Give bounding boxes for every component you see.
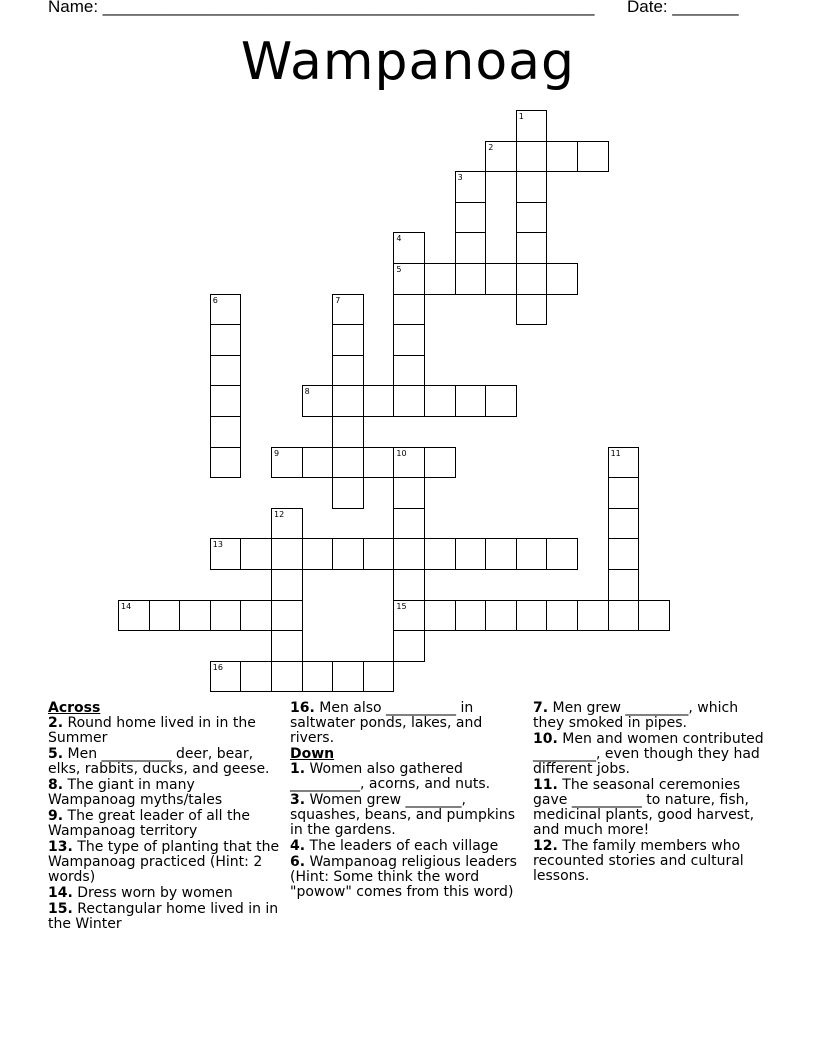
crossword-cell[interactable] [393,447,425,479]
crossword-cell[interactable] [179,600,211,632]
crossword-cell[interactable] [363,538,395,570]
crossword-cell[interactable] [332,324,364,356]
crossword-cell[interactable] [363,447,395,479]
crossword-cell[interactable] [577,141,609,173]
crossword-cell[interactable] [271,630,303,662]
clue-number: 14 [121,601,132,611]
clues-column-3 [533,701,765,885]
clue-item-text: The great leader of all the Wampanoag territory [48,808,250,839]
crossword-cell[interactable] [210,416,242,448]
clue-number: 10 [396,448,407,458]
crossword-cell[interactable] [516,538,548,570]
clue-item [290,793,522,838]
clue-item [290,701,522,746]
crossword-cell[interactable] [271,661,303,693]
crossword-cell[interactable] [393,630,425,662]
clue-item-number: 15. [48,901,73,917]
crossword-cell[interactable] [516,232,548,264]
crossword-cell[interactable] [210,447,242,479]
crossword-cell[interactable] [546,600,578,632]
clue-item-text: The giant in many Wampanoag myths/tales [48,777,223,808]
clue-item [533,701,765,731]
crossword-cell[interactable] [393,324,425,356]
clue-number: 1 [518,112,524,121]
crossword-cell[interactable] [302,385,334,417]
clue-item [48,716,280,746]
clue-item-text: The leaders of each village [305,838,499,854]
clue-item-text: The family members who recounted stories and cultural lessons. [533,838,744,884]
crossword-cell[interactable] [546,538,578,570]
crossword-cell[interactable] [210,294,242,326]
crossword-cell[interactable] [424,385,456,417]
crossword-cell[interactable] [455,263,487,295]
crossword-cell[interactable] [485,538,517,570]
clue-item-number: 3. [290,792,306,808]
crossword-cell[interactable] [485,385,517,417]
crossword-cell[interactable] [424,263,456,295]
crossword-cell[interactable] [302,538,334,570]
crossword-cell[interactable] [455,202,487,234]
crossword-cell[interactable] [516,294,548,326]
clue-item-number: 2. [48,715,64,731]
clue-item-number: 13. [48,839,73,855]
clue-number: 9 [274,448,280,458]
clue-item [48,902,280,932]
clue-item-text: Men also __________ in saltwater ponds, lakes, and rivers. [290,700,483,746]
clue-item [533,732,765,777]
clue-item-number: 10. [533,731,558,747]
clue-item-text: Men and women contributed _________, even though they had different jobs. [533,731,764,777]
crossword-cell[interactable] [240,661,272,693]
down-heading: Down [290,746,335,762]
crossword-cell[interactable] [393,355,425,387]
crossword-cell[interactable] [424,447,456,479]
clue-item-number: 7. [533,700,549,716]
crossword-cell[interactable] [638,600,670,632]
clue-item-text: Men grew _________, which they smoked in pipes. [533,700,739,731]
crossword-cell[interactable] [608,538,640,570]
crossword-cell[interactable] [332,355,364,387]
crossword-cell[interactable] [271,508,303,540]
clue-item [48,886,280,901]
clue-number: 11 [610,448,621,458]
crossword-cell[interactable] [210,355,242,387]
clue-item-text: Wampanoag religious leaders (Hint: Some think the word "powow" comes from this word) [290,854,517,900]
crossword-cell[interactable] [393,569,425,601]
crossword-cell[interactable] [271,447,303,479]
crossword-cell[interactable] [332,385,364,417]
crossword-cell[interactable] [608,569,640,601]
clue-item-text: Men __________ deer, bear, elks, rabbits, ducks, and geese. [48,746,270,777]
crossword-cell[interactable] [302,447,334,479]
clue-item [290,855,522,900]
crossword-cell[interactable] [210,600,242,632]
clue-number: 12 [274,509,285,519]
crossword-cell[interactable] [546,141,578,173]
clue-number: 8 [304,387,310,397]
crossword-cell[interactable] [455,538,487,570]
clue-number: 13 [212,540,223,550]
page-title: Wampanoag [240,32,576,92]
clue-item-text: The type of planting that the Wampanoag practiced (Hint: 2 words) [48,839,280,885]
clue-item [533,778,765,838]
clue-number: 5 [396,265,402,274]
clue-item-number: 14. [48,885,73,901]
crossword-cell[interactable] [332,538,364,570]
clue-item-text: Round home lived in in the Summer [48,715,256,746]
clue-item [48,778,280,808]
clue-item-text: Rectangular home lived in in the Winter [48,901,279,932]
across-heading: Across [48,700,101,716]
clue-number: 6 [212,295,218,305]
crossword-cell[interactable] [455,232,487,264]
crossword-cell[interactable] [516,110,548,142]
crossword-cell[interactable] [363,385,395,417]
crossword-cell[interactable] [608,508,640,540]
crossword-cell[interactable] [485,600,517,632]
crossword-cell[interactable] [393,538,425,570]
clue-number: 15 [396,601,407,611]
clue-item [290,839,522,854]
crossword-cell[interactable] [393,385,425,417]
clue-item-number: 6. [290,854,306,870]
date-field[interactable]: Date: _______ [627,0,739,16]
crossword-cell[interactable] [271,538,303,570]
crossword-cell[interactable] [149,600,181,632]
clue-item [48,840,280,885]
name-field[interactable]: Name: ____________________________________________________ [48,0,595,16]
clue-item-number: 5. [48,746,64,762]
clue-item [48,747,280,777]
crossword-cell[interactable] [608,600,640,632]
crossword-cell[interactable] [516,141,548,173]
crossword-cell[interactable] [516,171,548,203]
crossword-cell[interactable] [271,569,303,601]
clue-item-number: 12. [533,838,558,854]
crossword-cell[interactable] [546,263,578,295]
clue-item-text: The seasonal ceremonies gave __________ to nature, fish, medicinal plants, good harvest, and much more! [533,777,755,838]
crossword-cell[interactable] [210,661,242,693]
crossword-cell[interactable] [424,538,456,570]
clue-item-text: Women also gathered __________, acorns, and nuts. [290,761,491,792]
crossword-cell[interactable] [516,202,548,234]
clue-item [48,809,280,839]
crossword-cell[interactable] [455,171,487,203]
clue-item-text: Women grew ________, squashes, beans, and pumpkins in the gardens. [290,792,515,838]
crossword-cell[interactable] [332,447,364,479]
crossword-cell[interactable] [455,385,487,417]
crossword-cell[interactable] [393,294,425,326]
clue-item-number: 16. [290,700,315,716]
crossword-cell[interactable] [240,600,272,632]
crossword-cell[interactable] [302,661,334,693]
crossword-cell[interactable] [516,263,548,295]
crossword-cell[interactable] [485,141,517,173]
crossword-cell[interactable] [393,232,425,264]
clue-number: 3 [457,173,463,183]
crossword-cell[interactable] [271,600,303,632]
crossword-cell[interactable] [424,600,456,632]
crossword-cell[interactable] [332,294,364,326]
clue-number: 16 [212,662,223,672]
clue-item-number: 1. [290,761,306,777]
clue-number: 7 [335,295,341,305]
crossword-cell[interactable] [332,416,364,448]
crossword-cell[interactable] [577,600,609,632]
crossword-cell[interactable] [210,324,242,356]
crossword-cell[interactable] [485,263,517,295]
crossword-cell[interactable] [210,385,242,417]
clue-item-number: 9. [48,808,64,824]
crossword-cell[interactable] [332,661,364,693]
clue-item-number: 8. [48,777,64,793]
crossword-cell[interactable] [363,661,395,693]
crossword-cell[interactable] [393,600,425,632]
crossword-cell[interactable] [455,600,487,632]
crossword-cell[interactable] [608,477,640,509]
clue-item-text: Dress worn by women [72,885,233,901]
crossword-cell[interactable] [393,263,425,295]
crossword-cell[interactable] [118,600,150,632]
clue-item [533,839,765,884]
clue-item-number: 4. [290,838,306,854]
crossword-cell[interactable] [240,538,272,570]
crossword-cell[interactable] [393,508,425,540]
clues-column-1 [48,701,280,933]
crossword-cell[interactable] [608,447,640,479]
crossword-cell[interactable] [210,538,242,570]
crossword-cell[interactable] [393,477,425,509]
clue-item-number: 11. [533,777,558,793]
clue-number: 4 [396,234,402,244]
clues-column-2 [290,701,522,901]
clue-number: 2 [488,142,494,152]
clue-item [290,762,522,792]
crossword-cell[interactable] [332,477,364,509]
crossword-cell[interactable] [516,600,548,632]
